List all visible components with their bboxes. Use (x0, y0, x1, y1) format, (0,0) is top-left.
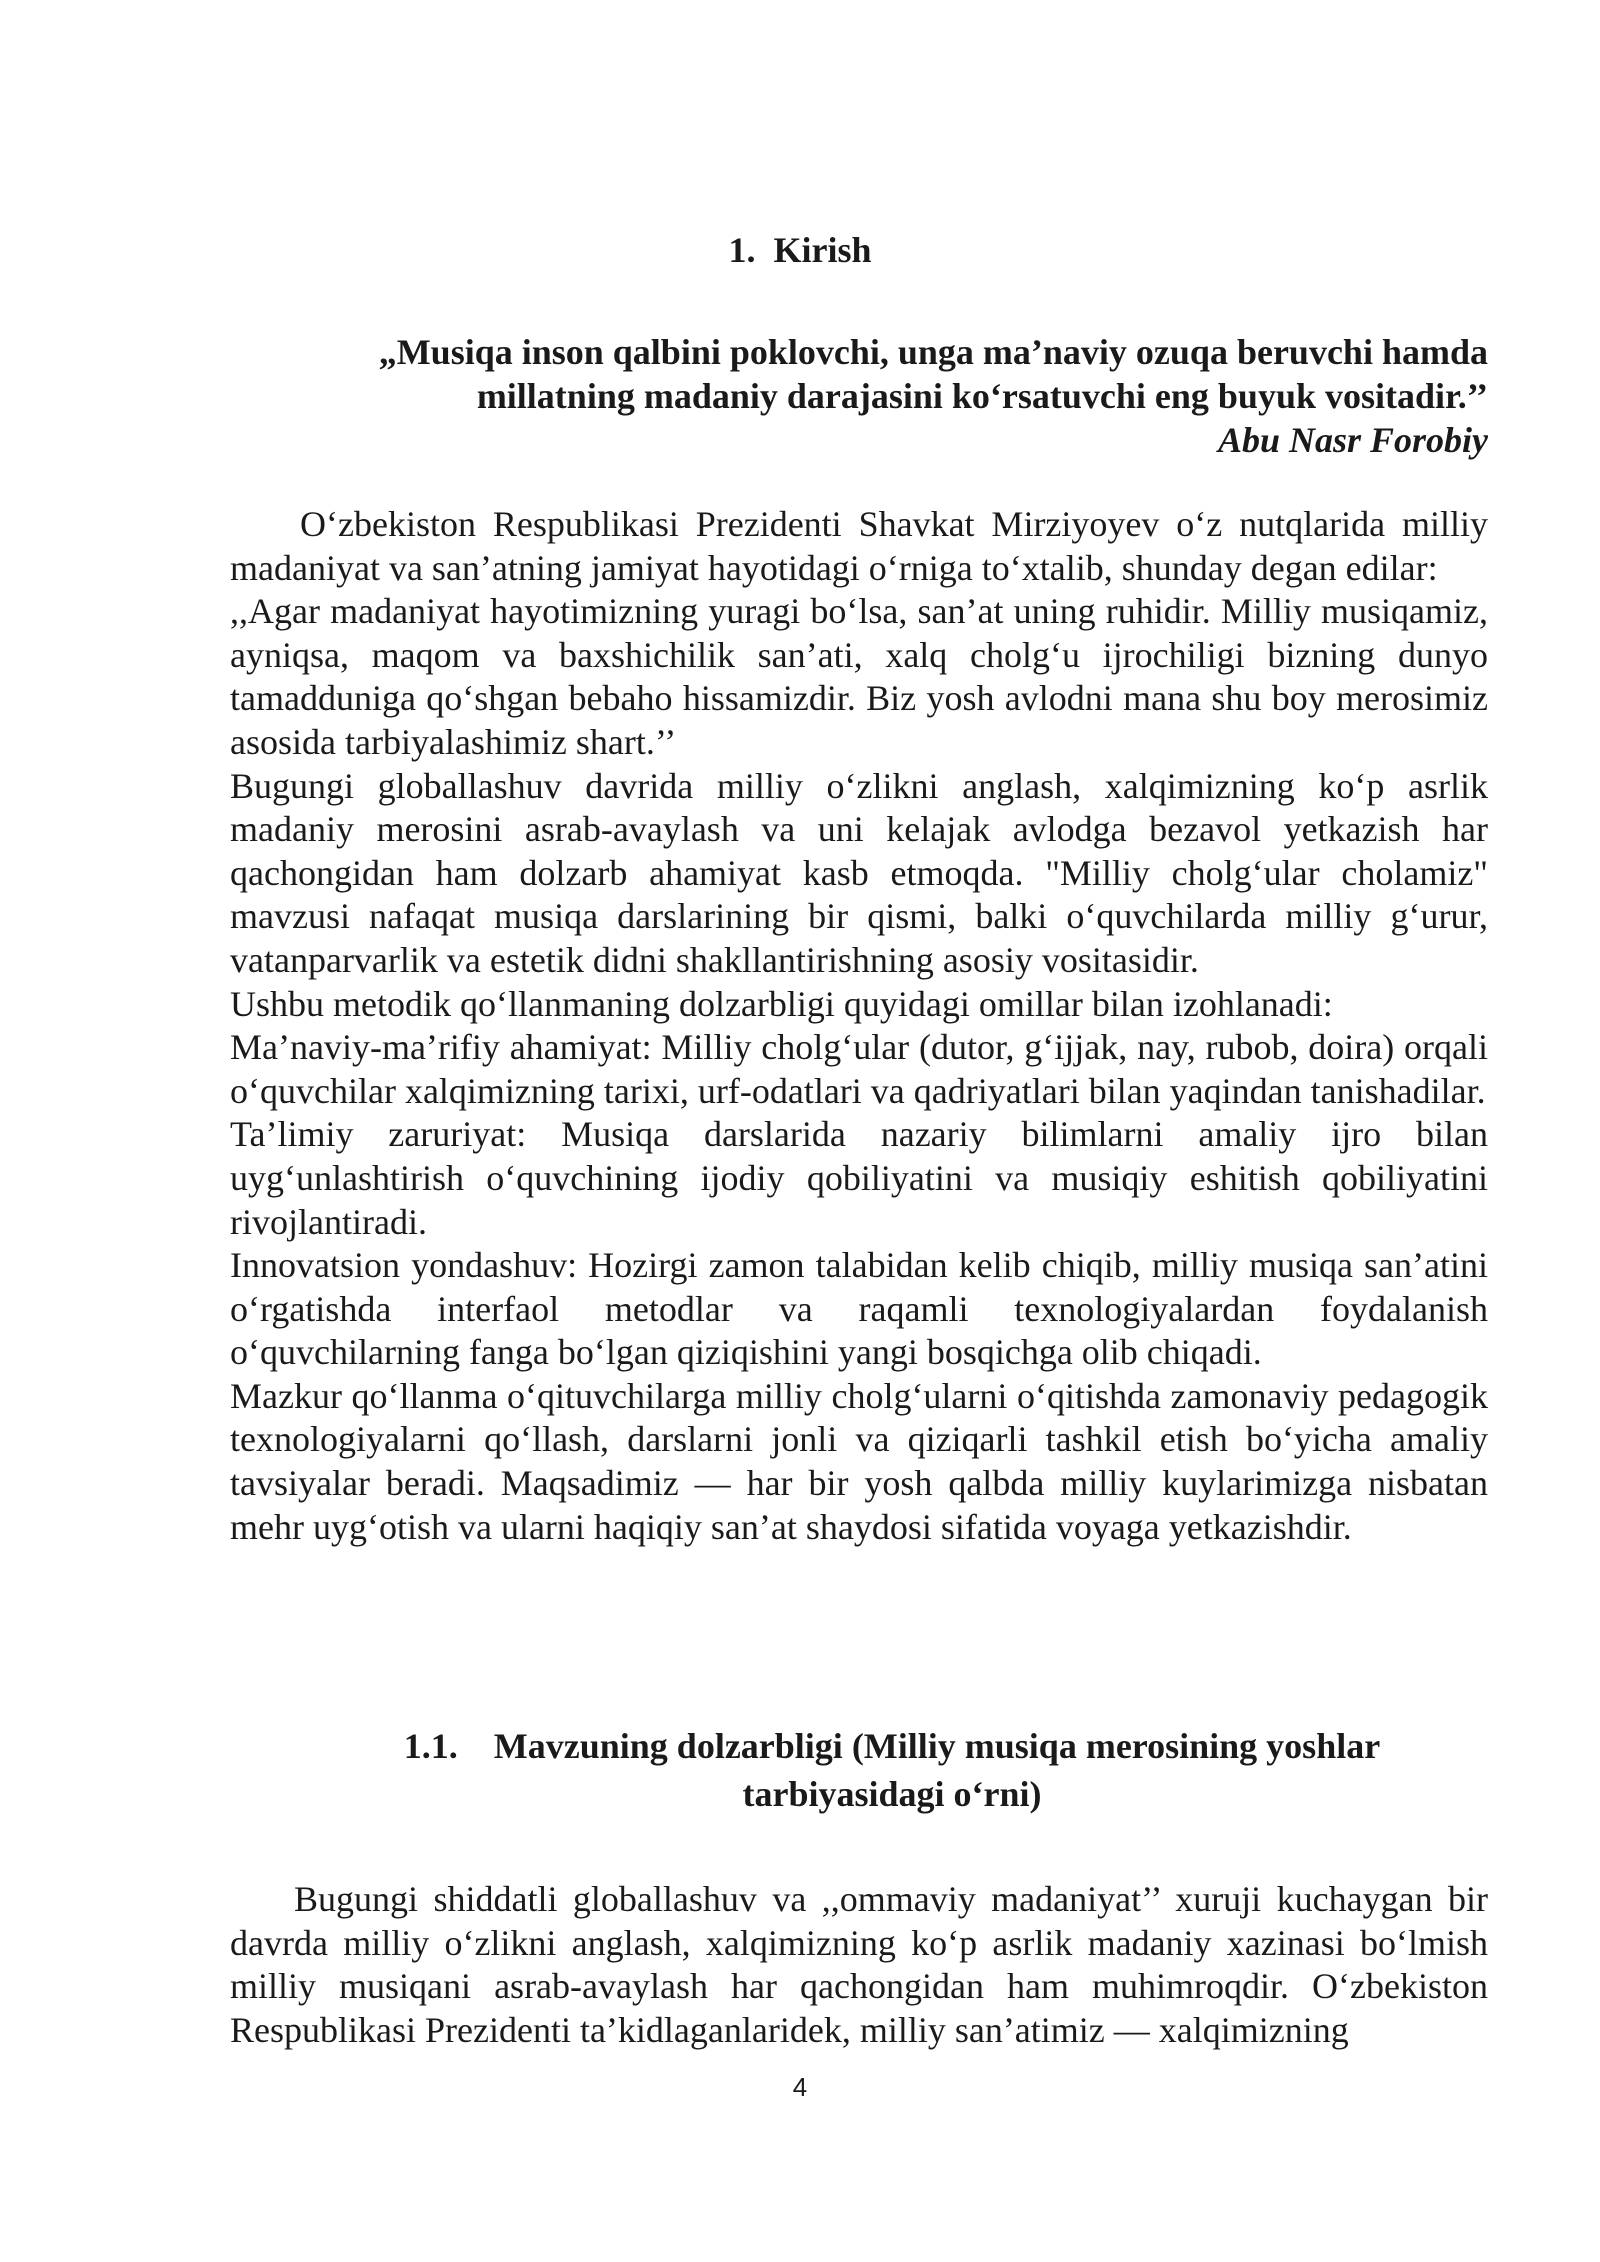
epigraph (230, 330, 1488, 462)
epigraph-quote-line-1: „Musiqa inson qalbini poklovchi, unga ma’naviy ozuqa beruvchi hamda (378, 332, 1488, 372)
section-paragraph: Bugungi shiddatli globallashuv va ,,ommaviy madaniyat’’ xuruji kuchaygan bir davrda milliy o‘zlikni anglash, xalqimizning ko‘p asrlik madaniy xazinasi bo‘lmish milliy musiqani asrab-avaylash har qachongidan ham muhimroqdir. O‘zbekiston Respublikasi Prezidenti ta’kidlaganlaridek, milliy san’atimiz — xalqimizning (230, 1879, 1488, 2050)
paragraph-globalization: Bugungi globallashuv davrida milliy o‘zlikni anglash, xalqimizning ko‘p asrlik madaniy merosini asrab-avaylash va uni kelajak avlodga bezavol yetkazish har qachongidan ham dolzarb ahamiyat kasb etmoqda. "Milliy cholg‘ular cholamiz" mavzusi nafaqat musiqa darslarining bir qismi, balki o‘quvchilarda milliy g‘urur, vatanparvarlik va estetik didni shakllantirishning asosiy vositasidir. (230, 765, 1488, 980)
section-heading (372, 1722, 1412, 1818)
section-number: 1.1. (403, 1726, 458, 1766)
paragraph-educational-necessity: Ta’limiy zaruriyat: Musiqa darslarida nazariy bilimlarni amaliy ijro bilan uyg‘unlashtirish o‘quvchining ijodiy qobiliyatini va musiqiy eshitish qobiliyatini rivojlantiradi. (230, 1114, 1488, 1242)
paragraph-manual-purpose: Mazkur qo‘llanma o‘qituvchilarga milliy cholg‘ularni o‘qitishda zamonaviy pedagogik texnologiyalarni qo‘llash, darslarni jonli va qiziqarli tashkil etish bo‘yicha amaliy tavsiyalar beradi. Maqsadimiz — har bir yosh qalbda milliy kuylarimizga nisbatan mehr uyg‘otish va ularni haqiqiy san’at shaydosi sifatida voyaga yetkazishdir. (230, 1375, 1488, 1547)
chapter-title: 1. Kirish (728, 230, 872, 270)
section-title-line-2: tarbiyasidagi o‘rni) (742, 1774, 1042, 1814)
paragraph-president-quote: ,,Agar madaniyat hayotimizning yuragi bo‘lsa, san’at uning ruhidir. Milliy musiqamiz, ayniqsa, maqom va baxshichilik san’ati, xalq cholg‘u ijrochiligi bizning dunyo tamadduniga qo‘shgan bebaho hissamizdir. Biz yosh avlodni mana shu boy merosimiz asosida tarbiyalashimiz shart.’’ (230, 591, 1488, 762)
section-heading-line-1 (372, 1722, 1412, 1770)
paragraph-president-intro: O‘zbekiston Respublikasi Prezidenti Shavkat Mirziyoyev o‘z nutqlarida milliy madaniyat va san’atning jamiyat hayotidagi o‘rniga to‘xtalib, shunday degan edilar: (230, 504, 1488, 588)
paragraph-innovative-approach: Innovatsion yondashuv: Hozirgi zamon talabidan kelib chiqib, milliy musiqa san’atini o‘rgatishda interfaol metodlar va raqamli texnologiyalardan foydalanish o‘quvchilarning fanga bo‘lgan qiziqishini yangi bosqichga olib chiqadi. (230, 1245, 1488, 1373)
section-body (230, 1878, 1488, 2052)
page-number: 4 (792, 2072, 808, 2102)
paragraph-relevance-intro: Ushbu metodik qo‘llanmaning dolzarbligi quyidagi omillar bilan izohlanadi: (230, 983, 1333, 1024)
epigraph-author: Abu Nasr Forobiy (1217, 420, 1488, 460)
intro-body (230, 503, 1488, 1549)
section-title-line-1: Mavzuning dolzarbligi (Milliy musiqa merosining yoshlar (493, 1726, 1381, 1766)
epigraph-quote-line-2: millatning madaniy darajasini ko‘rsatuvchi eng buyuk vositadir.’’ (476, 376, 1488, 416)
paragraph-spiritual-importance: Ma’naviy-ma’rifiy ahamiyat: Milliy cholg‘ular (dutor, g‘ijjak, nay, rubob, doira) orqali o‘quvchilar xalqimizning tarixi, urf-odatlari va qadriyatlari bilan yaqindan tanishadilar. (230, 1027, 1488, 1111)
